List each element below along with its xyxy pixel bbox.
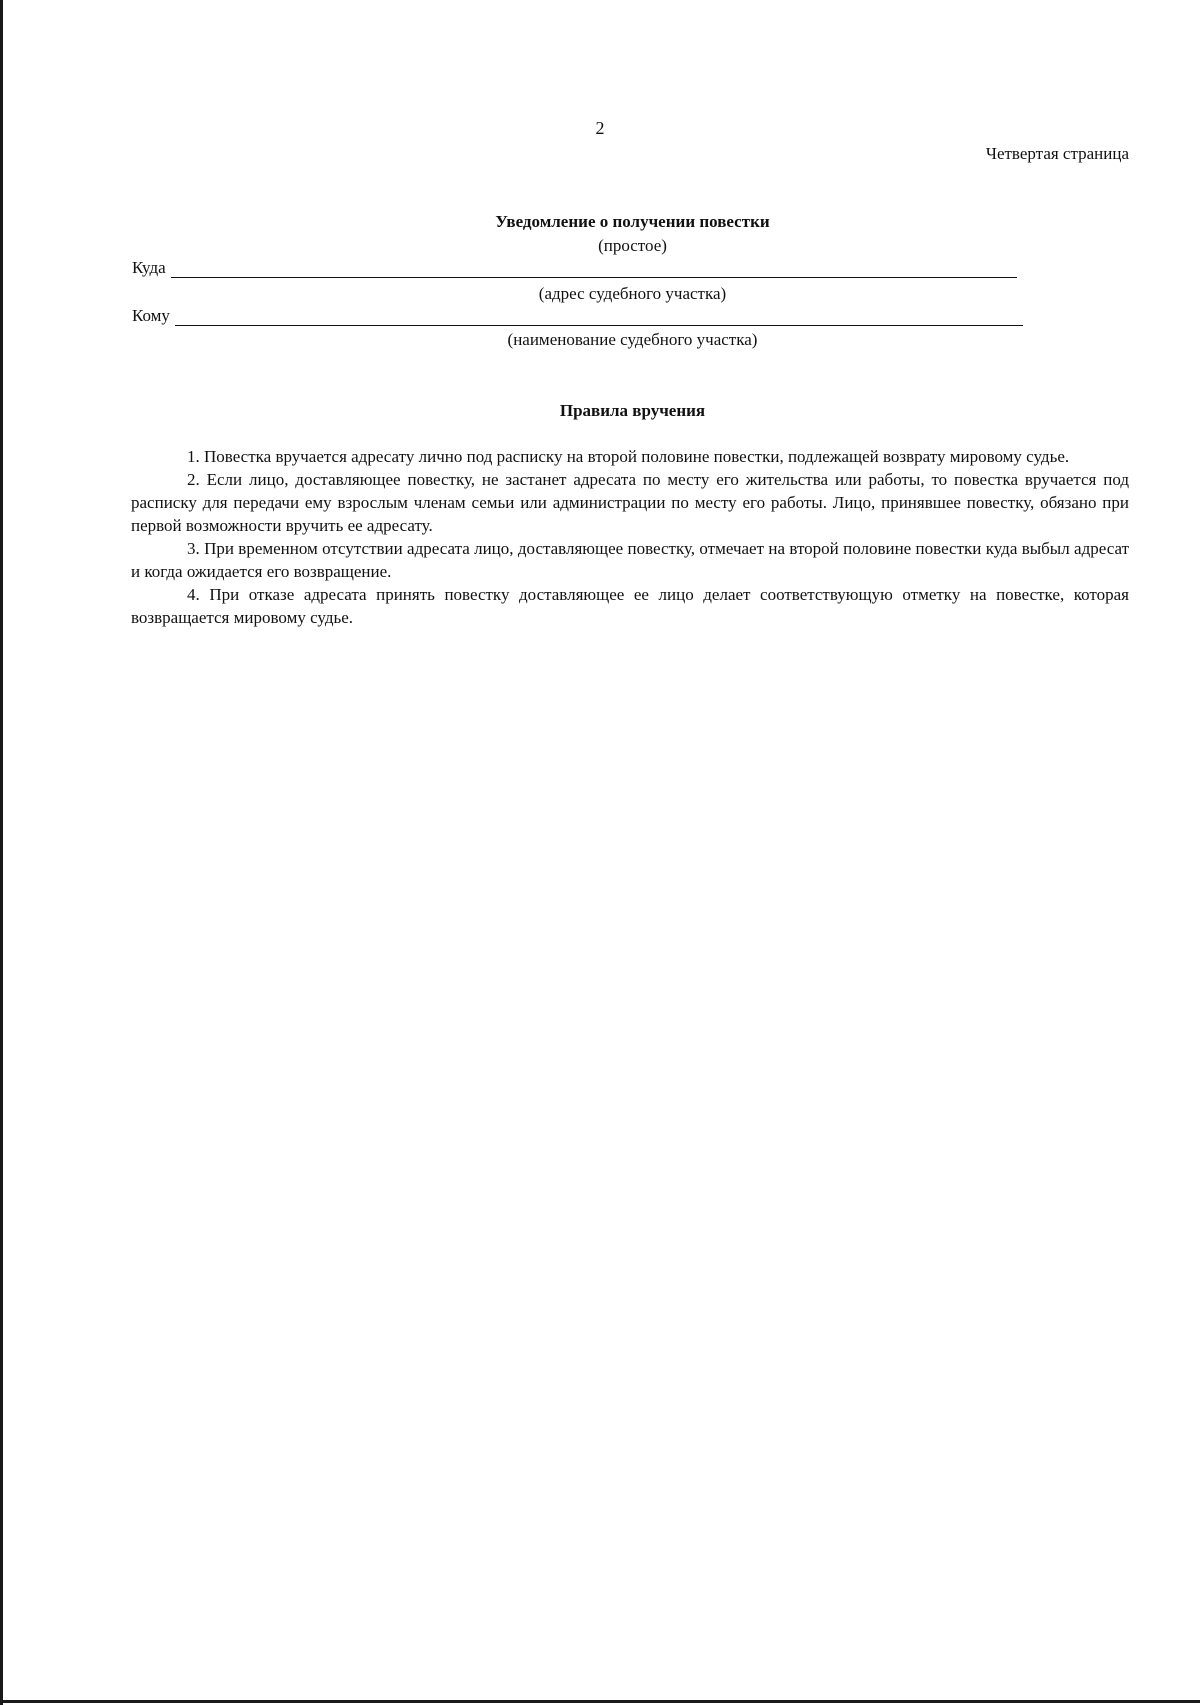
- rule-item: 1. Повестка вручается адресату лично под расписку на второй половине повестки, подлежащей возврату мировому судье.: [187, 447, 1070, 466]
- rule-item: 2. Если лицо, доставляющее повестку, не застанет адресата по месту его жительства или работы, то повестка вручается под расписку для передачи ему взрослым членам семьи или администрации по месту его работы. Лицо, принявшее повестку, обязано при первой возможности вручить ее адресату.: [131, 470, 1129, 535]
- scan-bottom-edge: [0, 1700, 1200, 1703]
- rule-item: 4. При отказе адресата принять повестку доставляющее ее лицо делает соответствующую отметку на повестке, которая возвращается мировому судье.: [131, 585, 1129, 627]
- notice-subtitle: (простое): [598, 236, 667, 255]
- rules-list: [131, 445, 1129, 629]
- notice-title: Уведомление о получении повестки: [495, 212, 770, 231]
- komu-blank-line[interactable]: [175, 307, 1023, 326]
- page-number: 2: [595, 118, 605, 138]
- kuda-blank-line[interactable]: [171, 259, 1017, 278]
- kuda-field: [132, 258, 1017, 278]
- komu-label: Кому: [132, 306, 170, 325]
- rules-title: Правила вручения: [559, 401, 706, 420]
- komu-caption: (наименование судебного участка): [507, 330, 758, 349]
- komu-field: [132, 306, 1023, 326]
- kuda-label: Куда: [132, 258, 166, 277]
- rule-item: 3. При временном отсутствии адресата лицо, доставляющее повестку, отмечает на второй половине повестки куда выбыл адресат и когда ожидается его возвращение.: [131, 539, 1129, 581]
- kuda-caption: (адрес судебного участка): [538, 284, 727, 303]
- page-label: Четвертая страница: [985, 144, 1129, 163]
